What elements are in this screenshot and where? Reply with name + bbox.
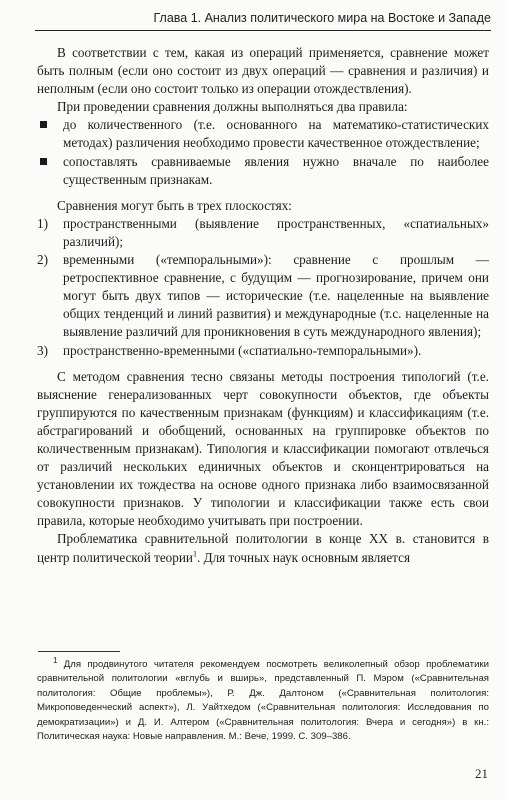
paragraph-typology: С методом сравнения тесно связаны методы построения типологий (т.е. выяснение генерализованных черт совокупности объектов, где объекты группируются по качественным признакам (функциям) и классификациям (т.е. абстрагирований и обобщений, основанных на группировке объектов по количественным признакам). Типология и классификации помогают отвлечься от различий нескольких единичных объектов и сконцентрироваться на установлении их тождества на основе одного признака либо взаимосвязанной совокупности признаков. У типологии и классификации также есть свои правила, которые необходимо учитывать при построении. xyxy=(37,368,489,529)
footnote-text: Для продвинутого читателя рекомендуем посмотреть великолепный обзор проблематики сравнительной политологии «вглубь и вширь», представленный П. Мэром («Сравнительная политология: Общие проблемы»), Р. Дж. Далтоном («Сравнительная политология: Микроповеденческий аспект»), Л. Уайтхедом («Сравнительная политология: Исследования по демократизации») и Д. И. Алтером («Сравнительная политология: Вчера и сегодня») в кн.: Политическая наука: Новые направления. М.: Вече, 1999. С. 309–386. xyxy=(37,659,489,743)
planes-list xyxy=(37,215,489,360)
square-bullet-icon xyxy=(40,158,47,165)
list-item xyxy=(37,116,489,152)
paragraph-comparison-types: В соответствии с тем, какая из операций применяется, сравнение может быть полным (если оно состоит из двух операций — сравнения и различия) и неполным (если оно состоит только из операции отождествления). xyxy=(37,45,489,97)
list-item xyxy=(37,251,489,341)
main-text xyxy=(37,44,489,567)
footnote xyxy=(37,655,489,744)
running-title: Глава 1. Анализ политического мира на Востоке и Западе xyxy=(153,11,491,25)
paragraph-two-rules-intro: При проведении сравнения должны выполняться два правила: xyxy=(57,99,408,115)
running-header xyxy=(35,8,491,31)
list-item xyxy=(37,342,489,360)
list-number: 2) xyxy=(37,252,48,268)
footnote-divider xyxy=(38,651,120,652)
list-item-text: временными («темпоральными»): сравнение с прошлым — ретроспективное сравнение, с будущим — прогнозирование, причем они могут быть двух типов — исторические (т.е. нацеленные на выявление общих тенденций и линий развития) и международные (т.с. нацеленные на выявление различий для проникновения в суть международного явления); xyxy=(63,252,489,340)
list-item-text: пространственными (выявление пространственных, «спатиальных» различий); xyxy=(63,215,489,249)
paragraph-text: . Для точных наук основным является xyxy=(197,549,411,565)
footnote-marker: 1 xyxy=(53,655,58,665)
page-number: 21 xyxy=(475,766,488,781)
paragraph-comparative-politics xyxy=(37,530,489,566)
paragraph-text: Проблематика сравнительной политологии в конце XX в. становится в центр политической теории xyxy=(37,531,489,565)
paragraph-planes-intro: Сравнения могут быть в трех плоскостях: xyxy=(57,197,292,213)
list-item-text: до количественного (т.е. основанного на математико-статистических методах) различения необходимо провести качественное отождествление; xyxy=(63,117,489,151)
list-number: 3) xyxy=(37,342,48,358)
square-bullet-icon xyxy=(40,121,47,128)
footnote-reference[interactable]: 1 xyxy=(193,549,197,559)
rules-list xyxy=(37,116,489,188)
list-item xyxy=(37,153,489,189)
list-item-text: пространственно-временными («спатиально-темпоральными»). xyxy=(63,342,422,358)
list-item-text: сопоставлять сравниваемые явления нужно вначале по наиболее существенным признакам. xyxy=(63,153,489,187)
list-number: 1) xyxy=(37,215,48,231)
list-item xyxy=(37,215,489,251)
